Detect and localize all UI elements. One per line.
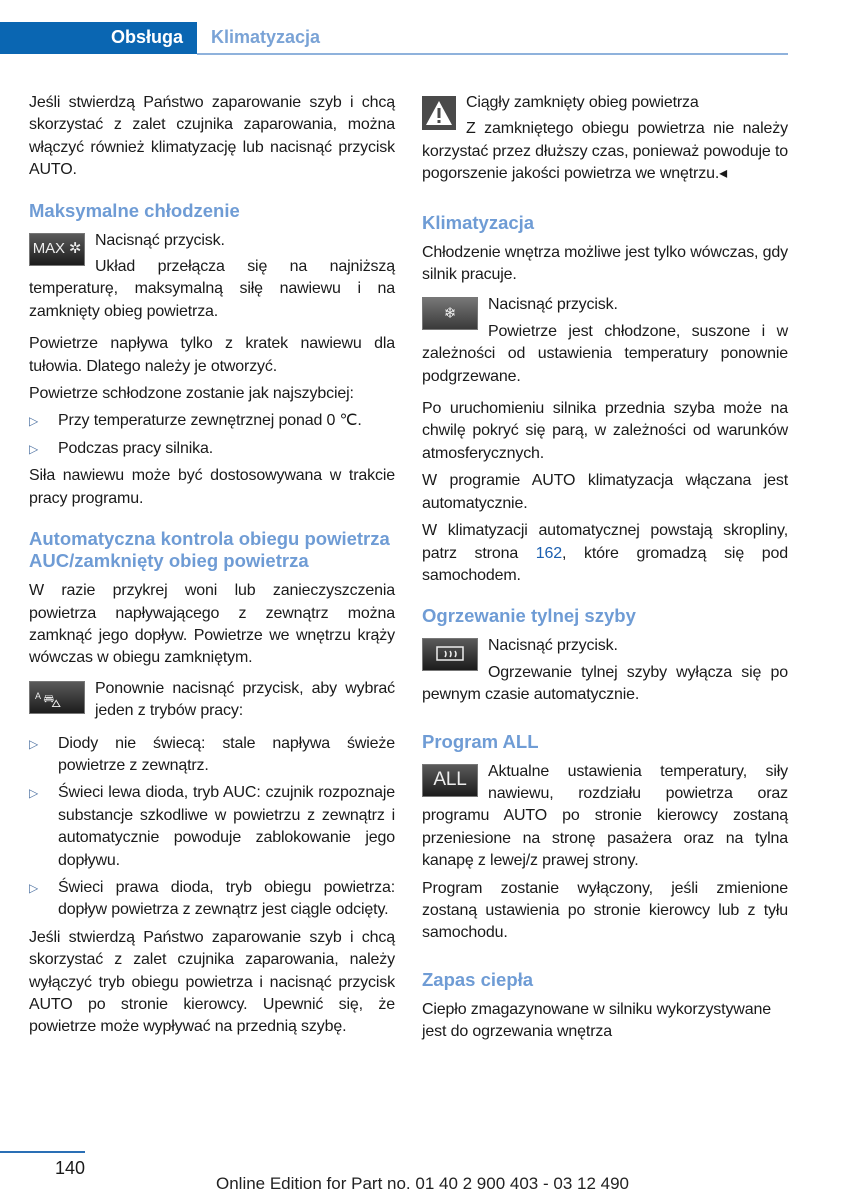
- page-number: 140: [54, 1158, 85, 1178]
- all-instruction: [422, 761, 788, 873]
- warning-text: Z zamkniętego obiegu powietrza nie należy korzystać przez dłuższy czas, ponieważ powoduje to pogorszenie jakości powietrza we wnętrzu.◂: [422, 120, 789, 183]
- paragraph: Ciepło zmagazynowane w silniku wykorzystywane jest do ogrzewania wnętrza: [422, 1000, 771, 1041]
- bullet-triangle-icon: ▷: [29, 786, 39, 801]
- paragraph: Jeśli stwierdzą Państwo zaparowanie szyb i chcą skorzystać z zalet czujnika zaparowania, można włączyć również klimatyzację lub nacisnąć przycisk AUTO.: [29, 94, 395, 179]
- paragraph: Chłodzenie wnętrza możliwe jest tylko wówczas, gdy silnik pracuje.: [422, 243, 788, 284]
- warning-block: [422, 92, 788, 186]
- max-cooling-button-icon: MAX ✲: [29, 233, 85, 266]
- instruction-text: Ponownie nacisnąć przycisk, aby wybrać jeden z trybów pracy:: [95, 679, 395, 720]
- instruction-text: Nacisnąć przycisk.: [488, 637, 618, 655]
- snowflake-button-icon: ❄: [422, 297, 478, 330]
- instruction-result: Powietrze jest chłodzone, suszone i w zależności od ustawienia temperatury ponownie podgrzewane.: [422, 322, 788, 385]
- bullet-triangle-icon: ▷: [29, 736, 39, 751]
- warning-icon: [422, 96, 456, 130]
- heading-auc: Automatyczna kontrola obiegu powietrza AUC/zamknięty obieg powietrza: [29, 528, 390, 572]
- all-button-icon: ALL: [422, 764, 478, 797]
- list-item: ▷ Diody nie świecą: stale napływa świeże powietrze z zewnątrz.: [29, 734, 395, 774]
- right-column: [422, 92, 788, 1049]
- auc-instruction: [29, 678, 395, 723]
- instruction-result: Ogrzewanie tylnej szyby wyłącza się po pewnym czasie automatycznie.: [422, 663, 788, 704]
- header-section: Obsługa: [110, 27, 183, 47]
- header-chapter: Klimatyzacja: [211, 27, 321, 47]
- bullet-triangle-icon: ▷: [29, 414, 39, 429]
- paragraph: Siła nawiewu może być dostosowywana w trakcie pracy programu.: [29, 467, 395, 507]
- left-column: [29, 92, 395, 1044]
- paragraph: W programie AUTO klimatyzacja włączana jest automatycznie.: [422, 472, 788, 512]
- instruction-text: Nacisnąć przycisk.: [488, 296, 618, 314]
- paragraph: Jeśli stwierdzą Państwo zaparowanie szyb i chcą skorzystać z zalet czujnika zaparowania, należy wyłączyć tryb obiegu powietrza i nacisnąć przycisk AUTO po stronie kierowcy. Upewnić się, że powietrze może wypływać na przednią szybę.: [29, 928, 395, 1036]
- heading-rear-window-heating: Ogrzewanie tylnej szyby: [422, 605, 636, 627]
- instruction-result: Układ przełącza się na najniższą temperaturę, maksymalną siłę nawiewu i na zamknięty obieg powietrza.: [29, 258, 395, 320]
- footer-divider: [0, 1151, 85, 1153]
- bullet-triangle-icon: ▷: [29, 441, 39, 456]
- bullet-triangle-icon: ▷: [29, 880, 39, 895]
- list-item: ▷ Przy temperaturze zewnętrznej ponad 0 ℃.: [29, 410, 395, 432]
- car-recirculation-icon: ⛍: [42, 690, 62, 711]
- paragraph: Powietrze napływa tylko z kratek nawiewu dla tułowia. Dlatego należy je otworzyć.: [29, 335, 395, 375]
- paragraph: Program zostanie wyłączony, jeśli zmienione zostaną ustawienia po stronie kierowcy lub z tyłu samochodu.: [422, 879, 788, 942]
- page-link[interactable]: 162: [535, 544, 562, 562]
- heading-air-conditioning: Klimatyzacja: [422, 211, 535, 233]
- instruction-text: Aktualne ustawienia temperatury, siły nawiewu, rozdziału powietrza oraz programu AUTO po stronie kierowcy zostaną przeniesione na stronę pasażera oraz na tylna kanapę z lewej/z prawej strony.: [422, 762, 788, 870]
- heading-program-all: Program ALL: [422, 730, 539, 752]
- list-item: ▷ Świeci prawa dioda, tryb obiegu powietrza: dopływ powietrza z zewnątrz jest ciągle odcięty.: [29, 878, 395, 919]
- auc-button-icon: A ⛍: [29, 681, 85, 714]
- warning-title: Ciągły zamknięty obieg powietrza: [466, 94, 699, 111]
- instruction-text: Nacisnąć przycisk.: [95, 231, 225, 249]
- paragraph: W razie przykrej woni lub zanieczyszczenia powietrza napływającego z zewnątrz można zamknąć jego dopływ. Powietrze we wnętrzu krąży wówczas w obiegu zamkniętym.: [29, 582, 395, 667]
- max-cooling-instruction: [29, 230, 395, 324]
- list-item: ▷ Świeci lewa dioda, tryb AUC: czujnik rozpoznaje substancje szkodliwe w powietrzu z zewnątrz i automatycznie powoduje zablokowanie jego dopływu.: [29, 784, 395, 869]
- rear-defrost-button-icon: [422, 638, 478, 671]
- header-divider: [197, 53, 788, 55]
- rear-heating-instruction: [422, 635, 788, 706]
- paragraph: Powietrze schłodzone zostanie jak najszybciej:: [29, 385, 354, 403]
- heading-max-cooling: Maksymalne chłodzenie: [29, 199, 240, 221]
- paragraph: Po uruchomieniu silnika przednia szyba może na chwilę pokryć się parą, w zależności od warunków atmosferycznych.: [422, 400, 788, 462]
- ac-instruction: [422, 294, 788, 388]
- footer-edition: Online Edition for Part no. 01 40 2 900 403 - 03 12 490: [215, 1174, 629, 1193]
- heading-heat-reserve: Zapas ciepła: [422, 968, 534, 990]
- list-item: ▷ Podczas pracy silnika.: [29, 438, 395, 460]
- paragraph: W klimatyzacji automatycznej powstają skropliny, patrz strona 162, które gromadzą się pod samochodem.: [422, 522, 789, 584]
